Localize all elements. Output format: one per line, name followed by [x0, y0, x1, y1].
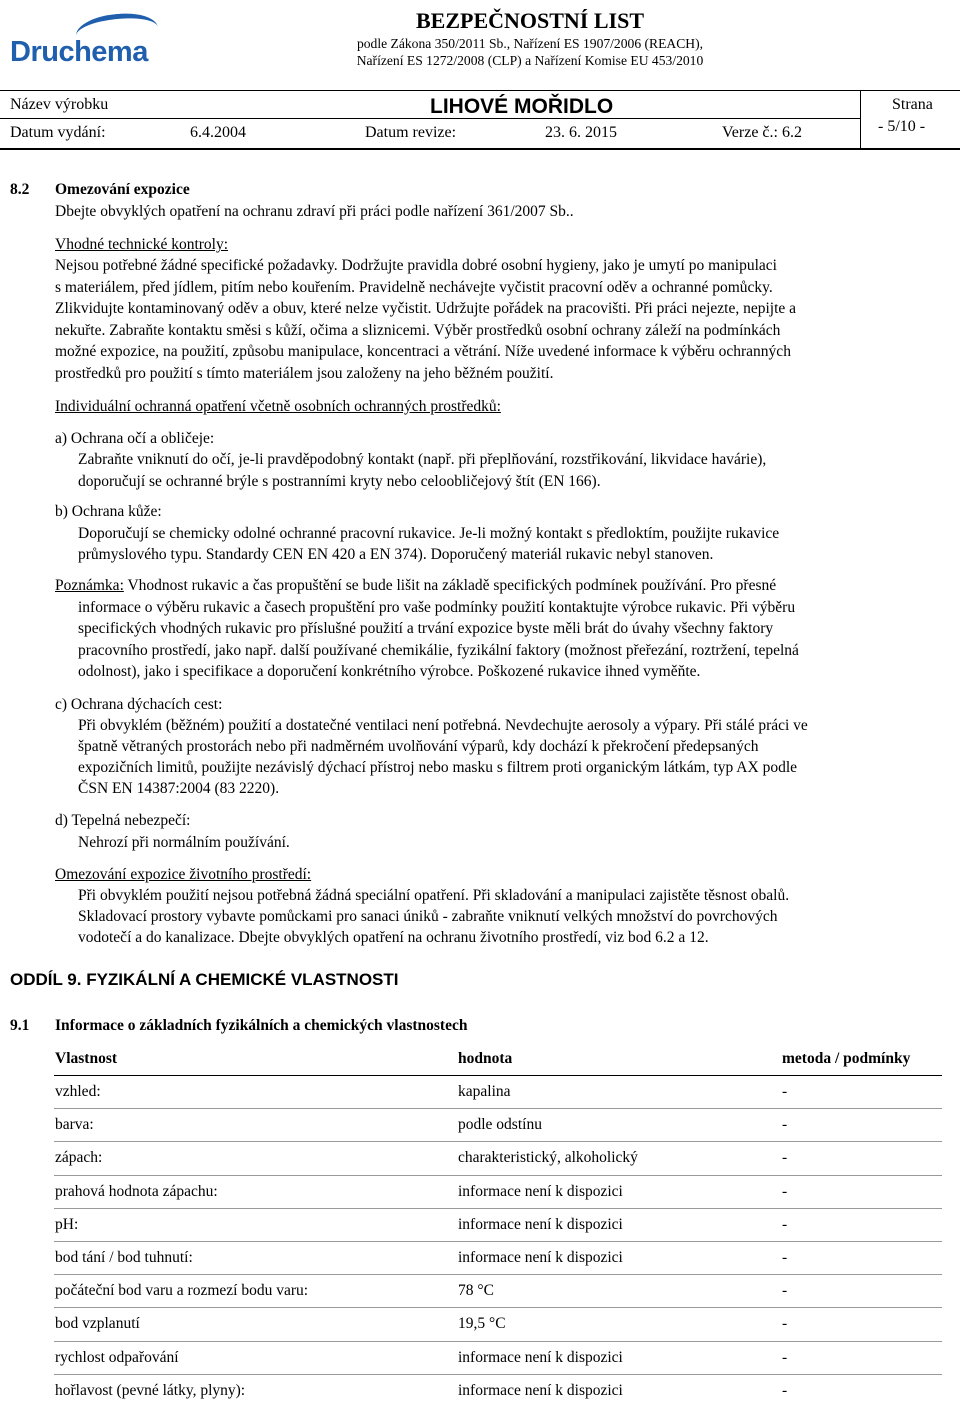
table-cell-value: informace není k dispozici	[458, 1349, 623, 1366]
table-cell-property: počáteční bod varu a rozmezí bodu varu:	[55, 1282, 309, 1299]
table-cell-property: bod vzplanutí	[55, 1315, 140, 1332]
table-cell-property: prahová hodnota zápachu:	[55, 1183, 218, 1200]
table-cell-value: charakteristický, alkoholický	[458, 1149, 638, 1166]
table-header-property: Vlastnost	[55, 1050, 118, 1067]
section-number: 8.2	[10, 181, 30, 198]
table-cell-property: pH:	[55, 1216, 79, 1233]
product-label: Název výrobku	[10, 96, 109, 113]
note-line	[55, 577, 776, 595]
table-cell-value: 78 °C	[458, 1282, 494, 1299]
table-cell-property: vzhled:	[55, 1083, 101, 1100]
paragraph-line: Při obvyklém (běžném) použití a dostatečné ventilaci není potřebná. Nevdechujte aerosoly a výpary. Při stálé práci ve	[78, 717, 808, 734]
table-cell-value: informace není k dispozici	[458, 1216, 623, 1233]
header-divider	[0, 148, 960, 150]
paragraph-line: doporučují se ochranné brýle s postranními kryty nebo celoobličejový štít (EN 166).	[78, 473, 601, 490]
table-cell-method: -	[782, 1349, 788, 1366]
paragraph-line: ČSN EN 14387:2004 (83 2220).	[78, 780, 280, 797]
paragraph-line: pracovního prostředí, jako např. další používané chemikálie, fyzikální faktory (možnost přeřezání, roztržení, tepelná	[78, 642, 799, 659]
table-cell-property: hořlavost (pevné látky, plyny):	[55, 1382, 246, 1399]
paragraph-line: s materiálem, před jídlem, pitím nebo kouřením. Pravidelně nechávejte vyčistit pracovní oděv a ochranné pomůcky.	[55, 279, 773, 296]
table-cell-value: kapalina	[458, 1083, 511, 1100]
table-cell-method: -	[782, 1216, 788, 1233]
druchema-logo	[10, 8, 160, 68]
table-cell-method: -	[782, 1382, 788, 1399]
paragraph-line: Doporučují se chemicky odolné ochranné pracovní rukavice. Je-li možný kontakt s předloktím, použijte rukavice	[78, 525, 780, 542]
table-cell-value: informace není k dispozici	[458, 1382, 623, 1399]
table-cell-value: informace není k dispozici	[458, 1183, 623, 1200]
paragraph-line: odolnost), jako i specifikace a doporučení konkrétního výrobce. Poškozené rukavice ihned vyměňte.	[78, 663, 701, 680]
environmental-exposure-title: Omezování expozice životního prostředí:	[55, 866, 312, 883]
paragraph-line: vodotečí a do kanalizace. Dbejte obvyklých opatření na ochranu životního prostředí, viz bod 6.2 a 12.	[78, 929, 709, 946]
header-divider	[0, 90, 960, 91]
table-row-divider	[54, 1274, 942, 1275]
header-divider	[860, 90, 861, 148]
eye-protection-label: a) Ochrana očí a obličeje:	[55, 430, 215, 447]
skin-protection-label: b) Ochrana kůže:	[55, 503, 162, 520]
paragraph-line: specifických vhodných rukavic pro příslušné použití a trvání expozice byste měli brát do úvahy všechny faktory	[78, 620, 774, 637]
subsection-number: 9.1	[10, 1017, 30, 1034]
table-row-divider	[54, 1374, 942, 1375]
table-cell-property: rychlost odpařování	[55, 1349, 179, 1366]
table-cell-method: -	[782, 1282, 788, 1299]
table-cell-value: podle odstínu	[458, 1116, 542, 1133]
document-title: BEZPEČNOSTNÍ LIST	[415, 8, 645, 33]
paragraph-line: možné expozice, na použití, způsobu manipulace, koncentraci a větrání. Níže uvedené informace k výběru ochranných	[55, 343, 791, 360]
table-cell-property: zápach:	[55, 1149, 103, 1166]
revision-date: 23. 6. 2015	[545, 124, 617, 141]
thermal-hazards-label: d) Tepelná nebezpečí:	[55, 812, 191, 829]
table-cell-property: barva:	[55, 1116, 94, 1133]
table-row-divider	[54, 1141, 942, 1142]
issue-date-label: Datum vydání:	[10, 124, 106, 141]
version-label: Verze č.: 6.2	[722, 124, 802, 141]
paragraph-line: Zabraňte vniknutí do očí, je-li pravděpodobný kontakt (např. při přeplňování, rozstřikování, likvidace havárie),	[78, 451, 767, 468]
table-cell-method: -	[782, 1116, 788, 1133]
product-name: LIHOVÉ MOŘIDLO	[430, 95, 614, 118]
regulation-line-1: podle Zákona 350/2011 Sb., Nařízení ES 1907/2006 (REACH),	[356, 36, 704, 51]
page-number: - 5/10 -	[878, 118, 926, 135]
paragraph-line: Při obvyklém použití nejsou potřebná žádná speciální opatření. Při skladování a manipulaci zajistěte těsnost obalů.	[78, 887, 790, 904]
table-row-divider	[54, 1341, 942, 1342]
table-row-divider	[54, 1175, 942, 1176]
section-9-title: ODDÍL 9. FYZIKÁLNÍ A CHEMICKÉ VLASTNOSTI	[10, 970, 399, 989]
paragraph-line: Zlikvidujte kontaminovaný oděv a obuv, které nelze vyčistit. Udržujte pořádek na pracovišti. Při práci nejezte, nepijte a	[55, 300, 797, 317]
table-cell-value: informace není k dispozici	[458, 1249, 623, 1266]
table-row-divider	[54, 1208, 942, 1209]
note-label: Poznámka:	[55, 577, 124, 594]
table-cell-method: -	[782, 1183, 788, 1200]
table-row-divider	[54, 1108, 942, 1109]
paragraph-line: Nejsou potřebné žádné specifické požadavky. Dodržujte pravidla dobré osobní hygieny, jako je umytí po manipulaci	[55, 257, 777, 274]
issue-date: 6.4.2004	[190, 124, 246, 141]
section-title: Omezování expozice	[55, 181, 190, 198]
paragraph-line: informace o výběru rukavic a časech propuštění pro vaše podmínky použití kontaktujte výrobce rukavic. Při výběru	[78, 599, 796, 616]
revision-date-label: Datum revize:	[365, 124, 457, 141]
logo-wordmark: Druchema	[10, 36, 148, 68]
section-intro: Dbejte obvyklých opatření na ochranu zdraví při práci podle nařízení 361/2007 Sb..	[55, 203, 574, 220]
table-cell-method: -	[782, 1249, 788, 1266]
table-header-divider	[54, 1075, 942, 1076]
table-row-divider	[54, 1241, 942, 1242]
page-label: Strana	[892, 96, 933, 113]
ppe-title: Individuální ochranná opatření včetně osobních ochranných prostředků:	[55, 398, 501, 415]
table-cell-property: bod tání / bod tuhnutí:	[55, 1249, 193, 1266]
table-cell-method: -	[782, 1315, 788, 1332]
regulation-line-2: Nařízení ES 1272/2008 (CLP) a Nařízení Komise EU 453/2010	[356, 53, 704, 68]
paragraph-line: prostředků pro použití s tímto materiálem jsou založeny na jeho běžném použití.	[55, 365, 554, 382]
subsection-title: Informace o základních fyzikálních a chemických vlastnostech	[55, 1017, 468, 1034]
respiratory-protection-label: c) Ochrana dýchacích cest:	[55, 696, 223, 713]
paragraph-line: expozičních limitů, použijte nezávislý dýchací přístroj nebo masku s filtrem proti organickým látkám, typ AX podle	[78, 759, 798, 776]
table-row-divider	[54, 1307, 942, 1308]
paragraph-line: Nehrozí při normálním používání.	[78, 834, 290, 851]
table-header-value: hodnota	[458, 1050, 513, 1067]
paragraph-line: Skladovací prostory vybavte pomůckami pro sanaci úniků - zabraňte vniknutí velkých množství do povrchových	[78, 908, 778, 925]
paragraph-line: špatně větraných prostorách nebo při nadměrném uvolňování výparů, kdy dochází k překročení předepsaných	[78, 738, 759, 755]
note-first-line: Vhodnost rukavic a čas propuštění se bude lišit na základě specifických podmínek používání. Pro přesné	[123, 577, 777, 594]
table-cell-method: -	[782, 1083, 788, 1100]
table-header-method: metoda / podmínky	[782, 1050, 911, 1067]
table-cell-value: 19,5 °C	[458, 1315, 506, 1332]
paragraph-line: průmyslového typu. Standardy CEN EN 420 a EN 374). Doporučený materiál rukavic nebyl stanoven.	[78, 546, 714, 563]
table-cell-method: -	[782, 1149, 788, 1166]
paragraph-line: nekuřte. Zabraňte kontaktu směsi s kůží, očima a sliznicemi. Výběr prostředků osobní ochrany záleží na podmínkách	[55, 322, 781, 339]
technical-controls-title: Vhodné technické kontroly:	[55, 236, 229, 253]
